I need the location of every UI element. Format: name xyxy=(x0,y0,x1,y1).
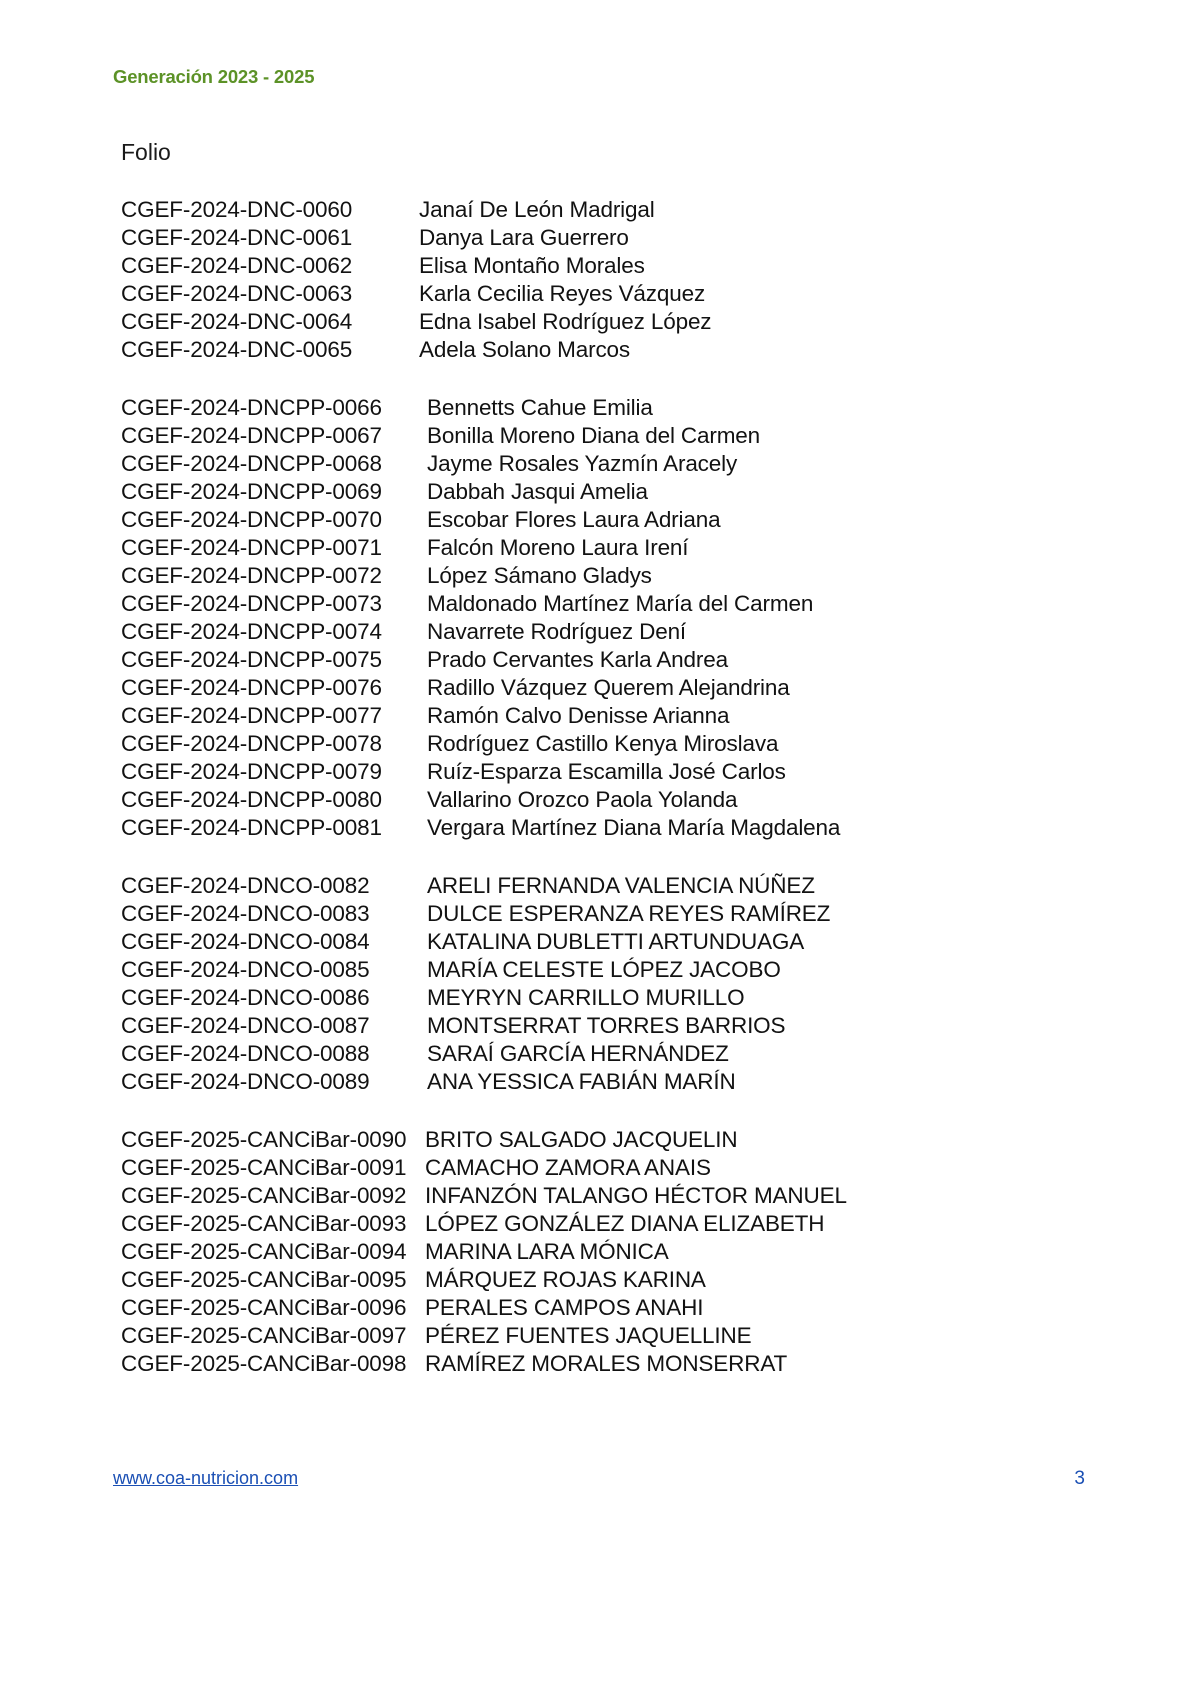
student-name: Janaí De León Madrigal xyxy=(419,197,655,222)
folio-row xyxy=(121,814,1121,842)
folio-code: CGEF-2024-DNCPP-0072 xyxy=(121,563,382,588)
folio-row xyxy=(121,252,1121,280)
folio-row xyxy=(121,478,1121,506)
folio-row xyxy=(121,702,1121,730)
student-name: Adela Solano Marcos xyxy=(419,337,631,362)
folio-code: CGEF-2024-DNCO-0085 xyxy=(121,957,370,982)
folio-code: CGEF-2025-CANCiBar-0097 xyxy=(121,1323,407,1348)
student-name: Radillo Vázquez Querem Alejandrina xyxy=(427,675,790,700)
folio-row xyxy=(121,1294,1121,1322)
student-name: SARAÍ GARCÍA HERNÁNDEZ xyxy=(427,1041,729,1066)
student-name: INFANZÓN TALANGO HÉCTOR MANUEL xyxy=(425,1183,847,1208)
folio-row xyxy=(121,786,1121,814)
student-name: Vergara Martínez Diana María Magdalena xyxy=(427,815,841,840)
student-name: MONTSERRAT TORRES BARRIOS xyxy=(427,1013,786,1038)
folio-code: CGEF-2024-DNC-0060 xyxy=(121,197,353,222)
folio-code: CGEF-2024-DNC-0061 xyxy=(121,225,353,250)
folio-code: CGEF-2024-DNC-0062 xyxy=(121,253,353,278)
folio-row xyxy=(121,872,1121,900)
folio-code: CGEF-2024-DNCPP-0074 xyxy=(121,619,382,644)
student-name: PÉREZ FUENTES JAQUELLINE xyxy=(425,1323,752,1348)
folio-code: CGEF-2025-CANCiBar-0095 xyxy=(121,1267,407,1292)
folio-code: CGEF-2025-CANCiBar-0093 xyxy=(121,1211,407,1236)
folio-code: CGEF-2024-DNCPP-0079 xyxy=(121,759,382,784)
folio-code: CGEF-2024-DNC-0063 xyxy=(121,281,353,306)
folio-row xyxy=(121,618,1121,646)
student-name: LÓPEZ GONZÁLEZ DIANA ELIZABETH xyxy=(425,1211,825,1236)
folio-code: CGEF-2024-DNCO-0089 xyxy=(121,1069,370,1094)
folio-code: CGEF-2025-CANCiBar-0092 xyxy=(121,1183,407,1208)
student-name: KATALINA DUBLETTI ARTUNDUAGA xyxy=(427,929,805,954)
folio-row xyxy=(121,1040,1121,1068)
folio-row xyxy=(121,1322,1121,1350)
folio-row xyxy=(121,422,1121,450)
student-name: BRITO SALGADO JACQUELIN xyxy=(425,1127,738,1152)
folio-row xyxy=(121,1182,1121,1210)
folio-row xyxy=(121,1012,1121,1040)
student-name: Ramón Calvo Denisse Arianna xyxy=(427,703,730,728)
folio-row xyxy=(121,900,1121,928)
student-name: López Sámano Gladys xyxy=(427,563,652,588)
student-name: PERALES CAMPOS ANAHI xyxy=(425,1295,704,1320)
folio-row xyxy=(121,674,1121,702)
website-link[interactable]: www.coa-nutricion.com xyxy=(113,1468,299,1488)
folio-code: CGEF-2024-DNCO-0087 xyxy=(121,1013,370,1038)
folio-listing xyxy=(121,196,1121,1378)
student-name: Maldonado Martínez María del Carmen xyxy=(427,591,814,616)
folio-code: CGEF-2025-CANCiBar-0096 xyxy=(121,1295,407,1320)
folio-row xyxy=(121,646,1121,674)
folio-row xyxy=(121,308,1121,336)
student-name: Danya Lara Guerrero xyxy=(419,225,629,250)
folio-row xyxy=(121,984,1121,1012)
folio-code: CGEF-2025-CANCiBar-0094 xyxy=(121,1239,407,1264)
folio-row xyxy=(121,1266,1121,1294)
folio-row xyxy=(121,928,1121,956)
folio-group-cancibar xyxy=(121,1126,1121,1378)
folio-code: CGEF-2025-CANCiBar-0098 xyxy=(121,1351,407,1376)
student-name: MEYRYN CARRILLO MURILLO xyxy=(427,985,745,1010)
folio-row xyxy=(121,534,1121,562)
folio-row xyxy=(121,224,1121,252)
folio-row xyxy=(121,1154,1121,1182)
student-name: Rodríguez Castillo Kenya Miroslava xyxy=(427,731,779,756)
student-name: CAMACHO ZAMORA ANAIS xyxy=(425,1155,711,1180)
student-name: DULCE ESPERANZA REYES RAMÍREZ xyxy=(427,901,831,926)
folio-row xyxy=(121,336,1121,364)
student-name: Falcón Moreno Laura Irení xyxy=(427,535,689,560)
folio-row xyxy=(121,506,1121,534)
student-name: Karla Cecilia Reyes Vázquez xyxy=(419,281,706,306)
folio-row xyxy=(121,394,1121,422)
student-name: MARINA LARA MÓNICA xyxy=(425,1239,669,1264)
student-name: Escobar Flores Laura Adriana xyxy=(427,507,721,532)
folio-row xyxy=(121,562,1121,590)
student-name: Dabbah Jasqui Amelia xyxy=(427,479,648,504)
folio-code: CGEF-2024-DNCPP-0068 xyxy=(121,451,382,476)
student-name: Prado Cervantes Karla Andrea xyxy=(427,647,728,672)
folio-group-dnco xyxy=(121,872,1121,1096)
student-name: ANA YESSICA FABIÁN MARÍN xyxy=(427,1069,736,1094)
student-name: RAMÍREZ MORALES MONSERRAT xyxy=(425,1351,788,1376)
student-name: Navarrete Rodríguez Dení xyxy=(427,619,687,644)
folio-row xyxy=(121,450,1121,478)
student-name: ARELI FERNANDA VALENCIA NÚÑEZ xyxy=(427,873,815,898)
folio-column-header: Folio xyxy=(121,139,171,165)
folio-code: CGEF-2024-DNCO-0082 xyxy=(121,873,370,898)
folio-code: CGEF-2024-DNCO-0088 xyxy=(121,1041,370,1066)
folio-code: CGEF-2024-DNCO-0083 xyxy=(121,901,370,926)
folio-code: CGEF-2025-CANCiBar-0091 xyxy=(121,1155,407,1180)
folio-code: CGEF-2024-DNCPP-0076 xyxy=(121,675,382,700)
folio-row xyxy=(121,1068,1121,1096)
folio-row xyxy=(121,1350,1121,1378)
page-footer xyxy=(0,1468,1190,1498)
folio-row xyxy=(121,758,1121,786)
folio-row xyxy=(121,1126,1121,1154)
folio-row xyxy=(121,590,1121,618)
folio-code: CGEF-2024-DNCPP-0066 xyxy=(121,395,382,420)
folio-code: CGEF-2024-DNCPP-0077 xyxy=(121,703,382,728)
student-name: Bonilla Moreno Diana del Carmen xyxy=(427,423,761,448)
generation-header: Generación 2023 - 2025 xyxy=(113,66,315,87)
folio-code: CGEF-2024-DNCPP-0078 xyxy=(121,731,382,756)
folio-code: CGEF-2024-DNCPP-0070 xyxy=(121,507,382,532)
folio-code: CGEF-2024-DNCPP-0073 xyxy=(121,591,382,616)
page-number: 3 xyxy=(1074,1468,1085,1489)
folio-code: CGEF-2024-DNCPP-0071 xyxy=(121,535,382,560)
student-name: MARÍA CELESTE LÓPEZ JACOBO xyxy=(427,957,781,982)
folio-row xyxy=(121,956,1121,984)
folio-code: CGEF-2025-CANCiBar-0090 xyxy=(121,1127,407,1152)
folio-code: CGEF-2024-DNCO-0084 xyxy=(121,929,370,954)
folio-row xyxy=(121,280,1121,308)
folio-row xyxy=(121,1238,1121,1266)
folio-code: CGEF-2024-DNC-0065 xyxy=(121,337,353,362)
folio-code: CGEF-2024-DNCPP-0069 xyxy=(121,479,382,504)
student-name: Jayme Rosales Yazmín Aracely xyxy=(427,451,738,476)
folio-row xyxy=(121,1210,1121,1238)
student-name: Vallarino Orozco Paola Yolanda xyxy=(427,787,738,812)
folio-code: CGEF-2024-DNCPP-0081 xyxy=(121,815,382,840)
folio-code: CGEF-2024-DNCO-0086 xyxy=(121,985,370,1010)
folio-code: CGEF-2024-DNC-0064 xyxy=(121,309,353,334)
student-name: Bennetts Cahue Emilia xyxy=(427,395,653,420)
folio-code: CGEF-2024-DNCPP-0067 xyxy=(121,423,382,448)
folio-row xyxy=(121,196,1121,224)
folio-group-dncpp xyxy=(121,394,1121,842)
folio-code: CGEF-2024-DNCPP-0080 xyxy=(121,787,382,812)
folio-code: CGEF-2024-DNCPP-0075 xyxy=(121,647,382,672)
folio-group-dnc xyxy=(121,196,1121,364)
student-name: Ruíz-Esparza Escamilla José Carlos xyxy=(427,759,786,784)
student-name: MÁRQUEZ ROJAS KARINA xyxy=(425,1267,706,1292)
student-name: Elisa Montaño Morales xyxy=(419,253,645,278)
student-name: Edna Isabel Rodríguez López xyxy=(419,309,712,334)
folio-row xyxy=(121,730,1121,758)
